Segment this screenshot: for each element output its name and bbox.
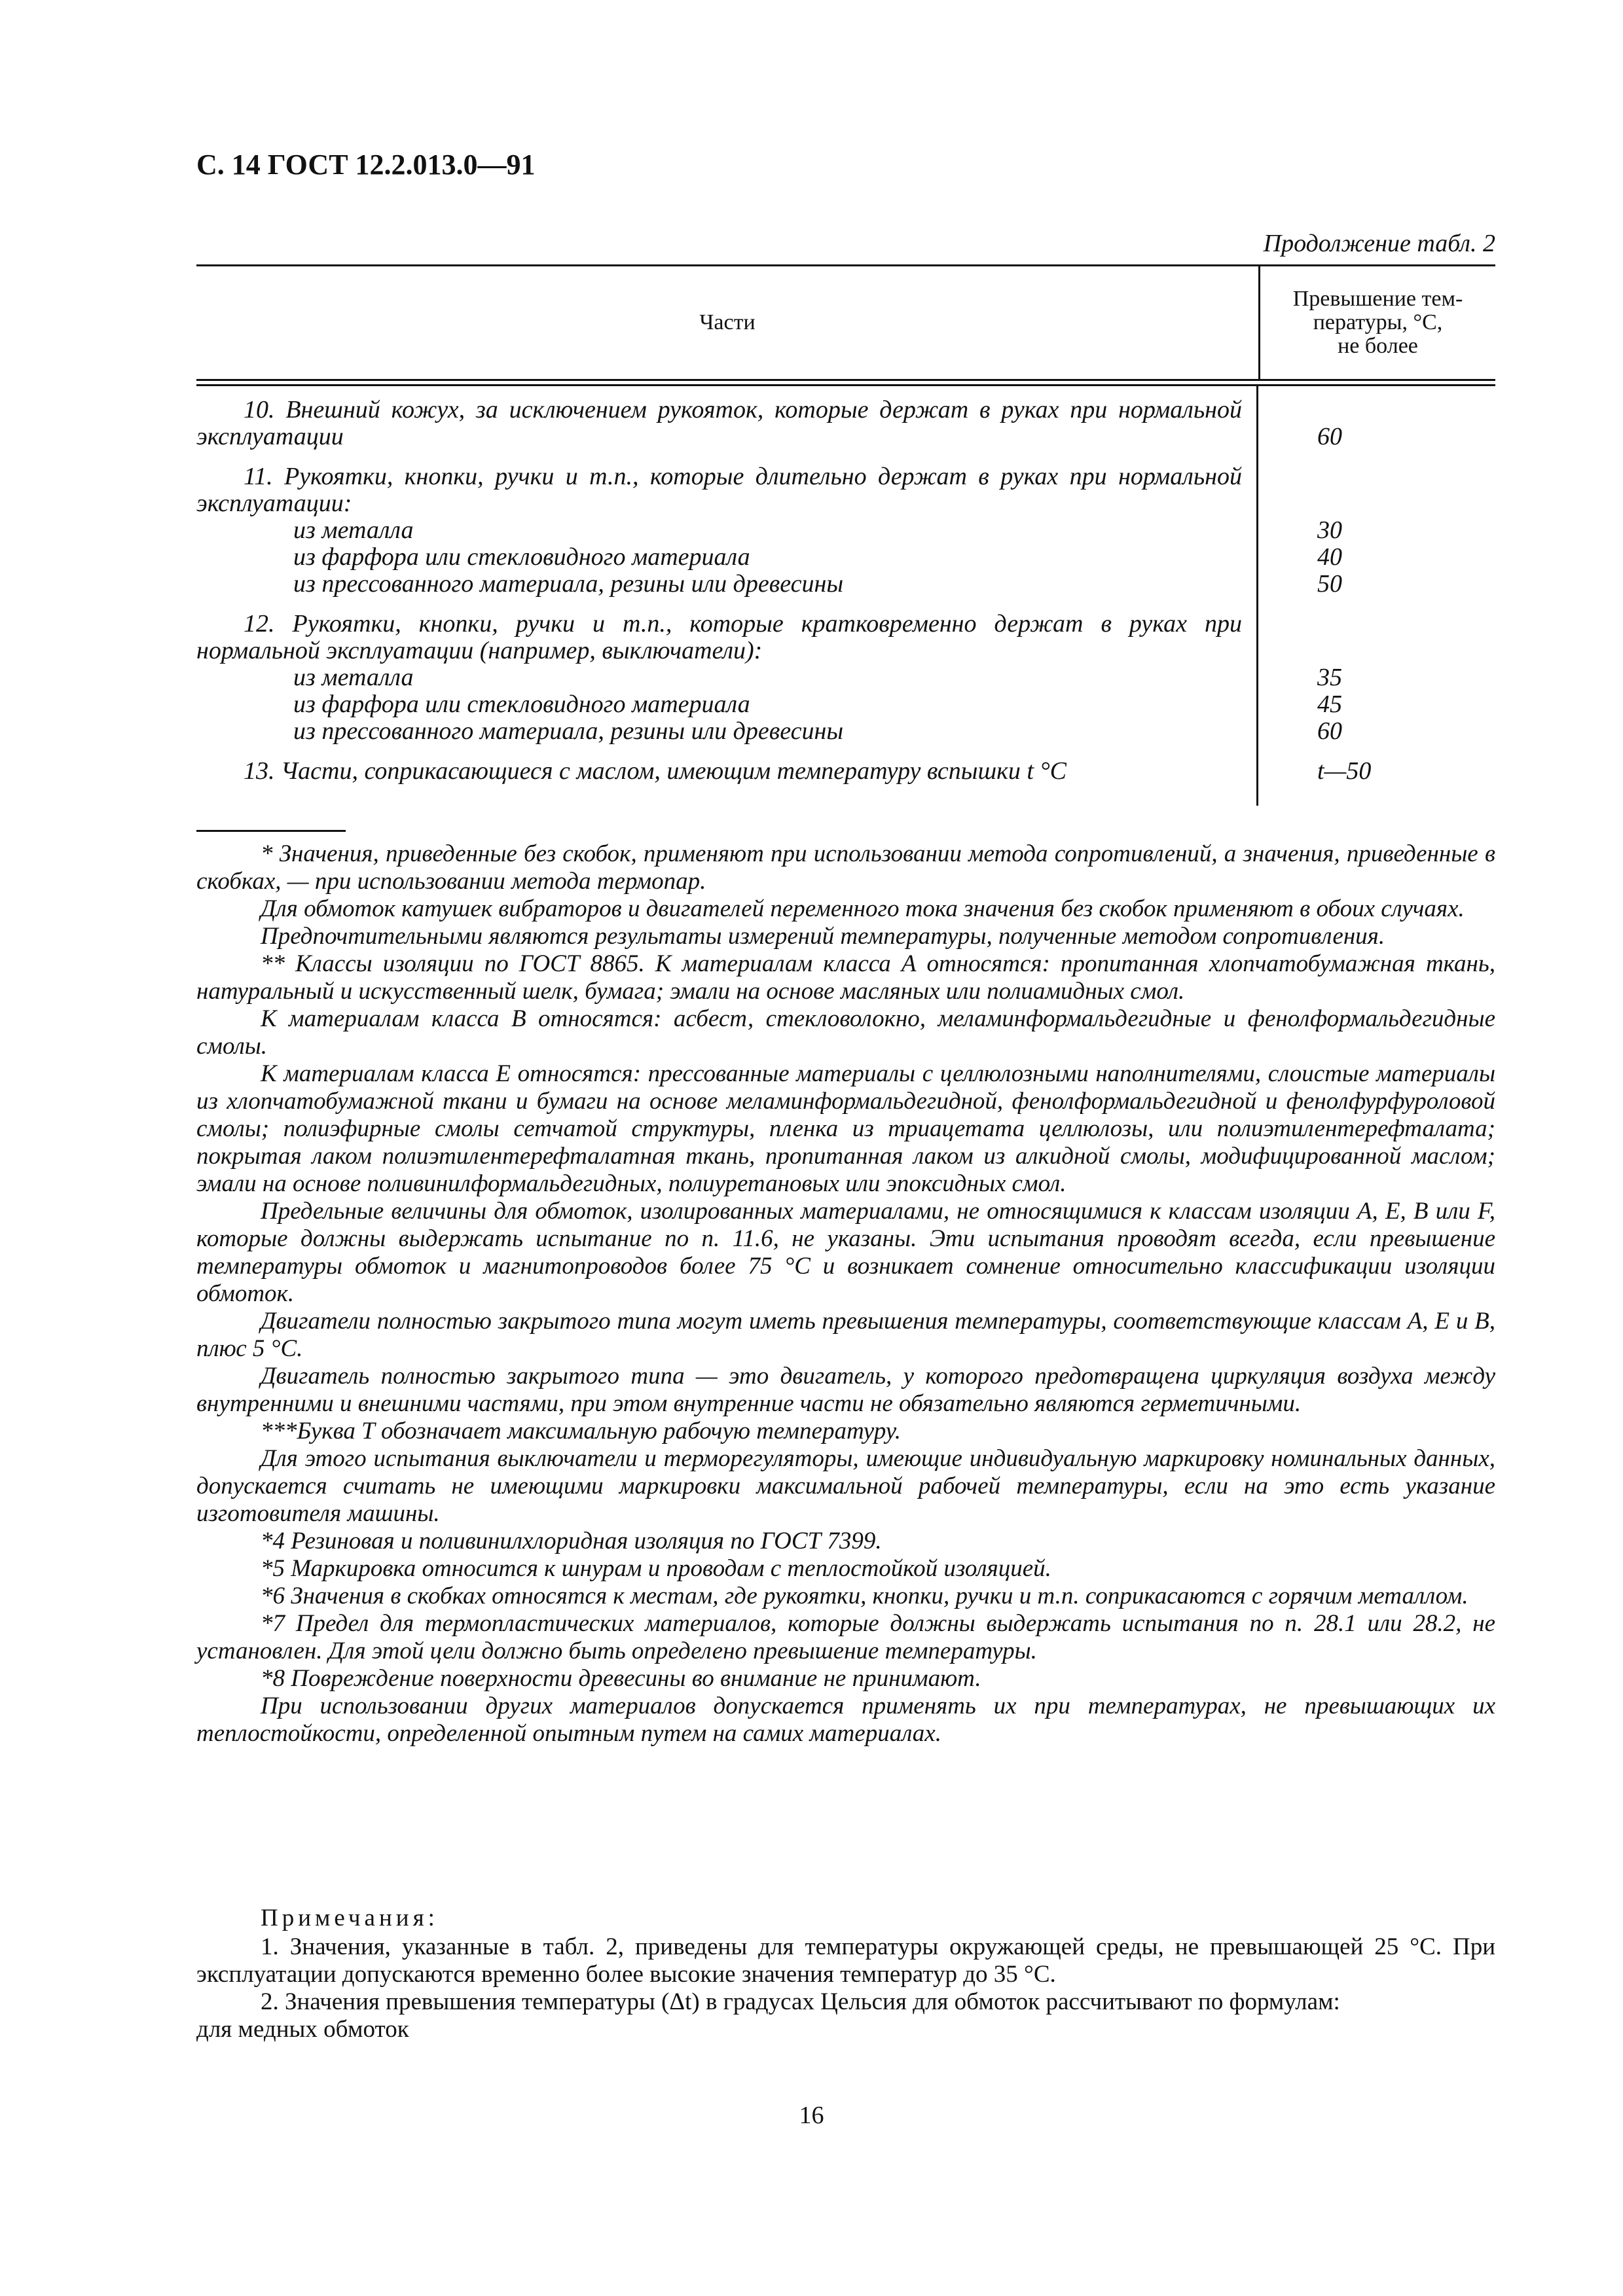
row-value: 60 <box>1317 423 1342 450</box>
page-header: С. 14 ГОСТ 12.2.013.0—91 <box>196 149 536 181</box>
table-row <box>196 463 1242 598</box>
footnote: Двигатели полностью закрытого типа могут иметь превышения температуры, соответствующие классам А, Е и В, плюс 5 °С. <box>196 1308 1495 1362</box>
table-body <box>196 386 1495 806</box>
row-title: 13. Части, соприкасающиеся с маслом, имеющим температуру вспышки t °С <box>244 757 1067 785</box>
footnote: При использовании других материалов допускается применять их при температурах, не превышающих их теплостойкости, определенной опытным путем на самих материалах. <box>196 1693 1495 1747</box>
footnote: Для этого испытания выключатели и терморегуляторы, имеющие индивидуальную маркировку номинальных данных, допускается считать не имеющими маркировки максимальной рабочей температуры, если на это есть указание изготовителя машины. <box>196 1445 1495 1527</box>
footnote: К материалам класса В относятся: асбест, стекловолокно, меламинформальдегидные и фенолформальдегидные смолы. <box>196 1005 1495 1060</box>
row-title: 12. Рукоятки, кнопки, ручки и т.п., которые кратковременно держат в руках при нормальной эксплуатации (например, выключатели): <box>196 610 1242 664</box>
footnote: *7 Предел для термопластических материалов, которые должны выдержать испытания по п. 28.1 или 28.2, не установлен. Для этой цели должно быть определено превышение температуры. <box>196 1610 1495 1664</box>
footnote-rule <box>196 830 346 832</box>
parts-column <box>196 386 1258 806</box>
row-title: 11. Рукоятки, кнопки, ручки и т.п., которые длительно держат в руках при нормальной эксплуатации: <box>196 463 1242 517</box>
row-subitem: из прессованного материала, резины или древесины <box>293 717 844 745</box>
footnote: *8 Повреждение поверхности древесины во внимание не принимают. <box>261 1665 981 1692</box>
footnote: Для обмоток катушек вибраторов и двигателей переменного тока значения без скобок применяют в обоих случаях. <box>261 895 1465 922</box>
row-value: 50 <box>1317 570 1342 598</box>
temperature-column <box>1258 386 1495 806</box>
footnote: ** Классы изоляции по ГОСТ 8865. К материалам класса А относятся: пропитанная хлопчатобумажная ткань, натуральный и искусственный шелк, бумага; эмали на основе масляных или полиамидных смол. <box>196 950 1495 1005</box>
row-subitem: из металла <box>293 664 414 691</box>
table-row <box>196 611 1242 745</box>
table-row <box>196 758 1242 785</box>
footnote: Предпочтительными являются результаты измерений температуры, полученные методом сопротивления. <box>261 923 1385 950</box>
row-title: 10. Внешний кожух, за исключением рукояток, которые держат в руках при нормальной эксплуатации <box>196 396 1242 450</box>
footnote: ***Буква Т обозначает максимальную рабочую температуру. <box>261 1418 902 1444</box>
footnote: * Значения, приведенные без скобок, применяют при использовании метода сопротивлений, а значения, приведенные в скобках, — при использовании метода термопар. <box>196 840 1495 895</box>
row-value: 60 <box>1317 717 1342 745</box>
footnote: *6 Значения в скобках относятся к местам, где рукоятки, кнопки, ручки и т.п. соприкасаются с горячим металлом. <box>261 1583 1468 1609</box>
row-value: 30 <box>1317 516 1342 544</box>
note-item: 1. Значения, указанные в табл. 2, приведены для температуры окружающей среды, не превышающей 25 °С. При эксплуатации допускаются временно более высокие значения температур до 35 °С. <box>196 1933 1495 1988</box>
column-header-parts: Части <box>196 266 1260 379</box>
footnote: *5 Маркировка относится к шнурам и проводам с теплостойкой изоляцией. <box>261 1555 1051 1582</box>
column-header-line: не более <box>1338 334 1418 359</box>
column-header-temperature <box>1260 266 1495 379</box>
notes-section <box>196 1905 1495 2043</box>
column-header-line: Превышение тем- <box>1292 286 1463 311</box>
footnote: Двигатель полностью закрытого типа — это двигатель, у которого предотвращена циркуляция воздуха между внутренними и внешними частями, при этом внутренние части не обязательно являются герметичными. <box>196 1363 1495 1417</box>
footnote: К материалам класса Е относятся: прессованные материалы с целлюлозными наполнителями, слоистые материалы из хлопчатобумажной ткани и бумаги на основе меламинформальдегидной, фенолформальдегидной и фенолфурфуроловой смолы; полиэфирные смолы сетчатой структуры, пленка из триацетата целлюлозы, или полиэтилентерефталата; покрытая лаком полиэтилентерефталатная ткань, пропитанная лаком из алкидной смолы, модифицированной маслом; эмали на основе поливинилформальдегидных, полиуретановых или эпоксидных смол. <box>196 1060 1495 1197</box>
notes-title: Примечания: <box>261 1905 439 1931</box>
row-subitem: из фарфора или стекловидного материала <box>293 543 750 571</box>
footnote: Предельные величины для обмоток, изолированных материалами, не относящимися к классам изоляции А, Е, В или F, которые должны выдержать испытание по п. 11.6, не указаны. Эти испытания проводят всегда, если превышение температуры обмоток и магнитопроводов более 75 °С и возникает сомнение относительно классификации изоляции обмоток. <box>196 1198 1495 1307</box>
table-header-double-rule <box>196 379 1495 386</box>
row-subitem: из фарфора или стекловидного материала <box>293 691 750 718</box>
note-item: 2. Значения превышения температуры (Δt) в градусах Цельсия для обмоток рассчитывают по формулам: <box>261 1988 1340 2015</box>
footnote: *4 Резиновая и поливинилхлоридная изоляция по ГОСТ 7399. <box>261 1528 882 1554</box>
temperature-table <box>196 264 1495 806</box>
note-item: для медных обмоток <box>196 2016 409 2043</box>
page-number: 16 <box>799 2102 824 2129</box>
table-continuation-label: Продолжение табл. 2 <box>1263 230 1495 257</box>
row-value: 45 <box>1317 691 1342 718</box>
row-value: t—50 <box>1317 757 1372 785</box>
column-header-line: пературы, °С, <box>1313 310 1443 334</box>
row-value: 35 <box>1317 664 1342 691</box>
table-row <box>196 397 1242 450</box>
row-subitem: из металла <box>293 516 414 544</box>
footnotes <box>196 840 1495 1748</box>
table-header-row <box>196 266 1495 379</box>
row-value: 40 <box>1317 543 1342 571</box>
row-subitem: из прессованного материала, резины или древесины <box>293 570 844 598</box>
